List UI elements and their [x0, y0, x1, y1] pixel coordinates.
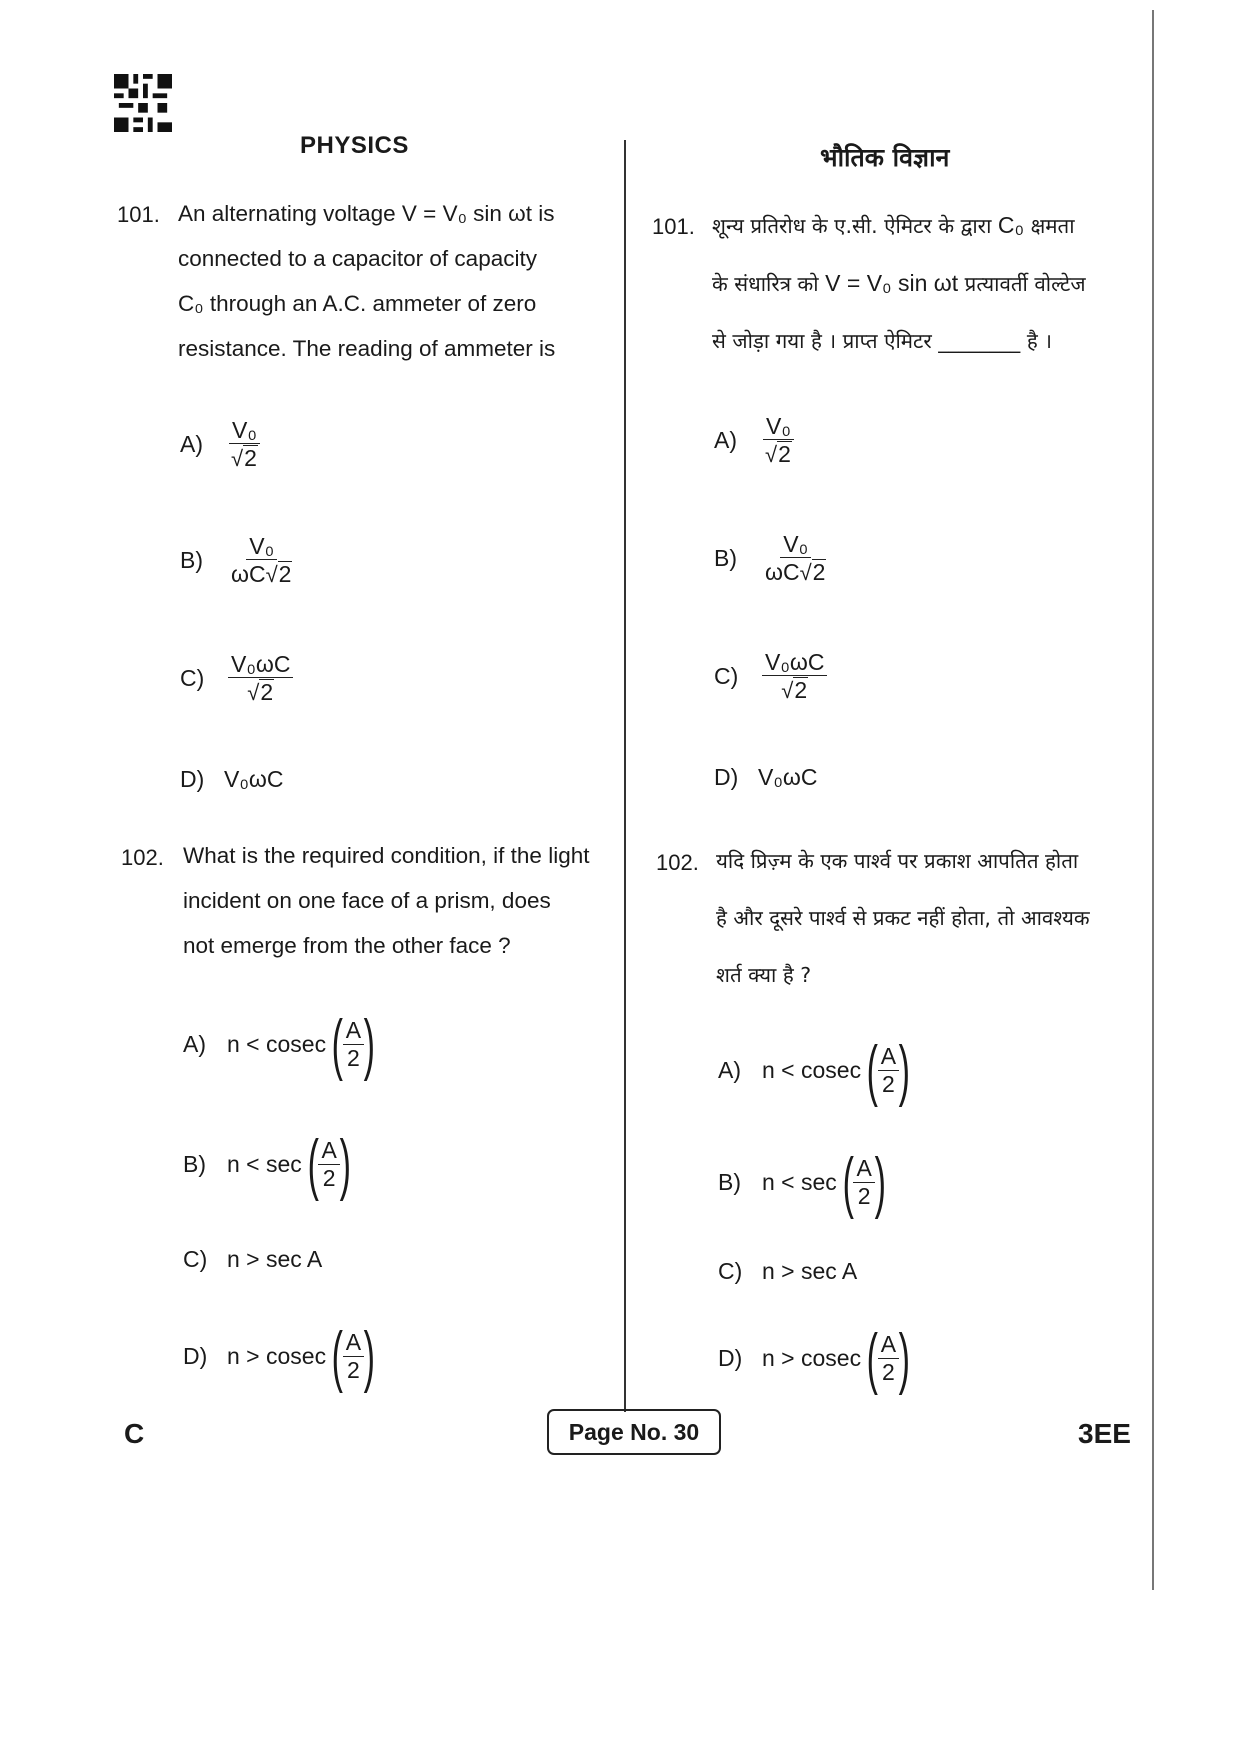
- option-b[interactable]: B) V₀ ωC √ 2: [714, 531, 826, 586]
- page-edge-line: [1152, 10, 1154, 1590]
- question-102-text-hi: यदि प्रिज़्म के एक पार्श्व पर प्रकाश आपतित होता है और दूसरे पार्श्व से प्रकट नहीं होता, तो आवश्यक शर्त क्या है ?: [716, 849, 1090, 987]
- option-d[interactable]: D) V₀ωC: [180, 766, 284, 792]
- booklet-set-label: C: [124, 1418, 145, 1449]
- subject-title-hindi: भौतिक विज्ञान: [820, 143, 950, 172]
- option-a[interactable]: A) n < cosec ( $\frac{A}{2}$ ): [183, 1006, 376, 1082]
- question-number: 102.: [656, 850, 699, 875]
- option-d[interactable]: D) n > cosec ( $\frac{A}{2}$ ): [718, 1320, 911, 1396]
- question-101-text-en: An alternating voltage V = V₀ sin ωt is connected to a capacitor of capacity C₀ through an A.C. ammeter of zero resistance. The reading of ammeter is: [178, 201, 556, 361]
- option-c[interactable]: C) n > sec A: [718, 1258, 858, 1284]
- page-number-box: Page No. 30: [547, 1409, 721, 1455]
- option-b[interactable]: B) n < sec ( $\frac{A}{2}$ ): [718, 1144, 886, 1220]
- option-b[interactable]: B) V₀ ωC √ 2: [180, 533, 292, 588]
- question-number: 101.: [117, 202, 160, 227]
- option-a[interactable]: A) V₀ √ 2: [714, 414, 799, 466]
- option-a[interactable]: A) V₀ √ 2: [180, 418, 265, 470]
- question-102-text-en: What is the required condition, if the light incident on one face of a prism, does not emerge from the other face ?: [183, 843, 590, 958]
- option-d[interactable]: D) V₀ωC: [714, 764, 818, 790]
- option-c[interactable]: C) V₀ωC √ 2: [714, 650, 831, 702]
- qr-code: [114, 74, 172, 132]
- paper-code: 3EE: [1078, 1418, 1131, 1449]
- option-d[interactable]: D) n > cosec ( $\frac{A}{2}$ ): [183, 1318, 376, 1394]
- option-c[interactable]: C) V₀ωC √ 2: [180, 652, 297, 704]
- option-a[interactable]: A) n < cosec ( $\frac{A}{2}$ ): [718, 1032, 911, 1108]
- subject-title-english: PHYSICS: [300, 132, 409, 159]
- option-c[interactable]: C) n > sec A: [183, 1246, 323, 1272]
- question-number: 102.: [121, 845, 164, 870]
- column-divider: [624, 140, 626, 1412]
- question-101-text-hi: शून्य प्रतिरोध के ए.सी. ऐमिटर के द्वारा C₀ क्षमता के संधारित्र को V = V₀ sin ωt प्रत्यावर्ती वोल्टेज से जोड़ा गया है । प्राप्त ऐमिटर ________ है ।: [712, 212, 1086, 353]
- option-b[interactable]: B) n < sec ( $\frac{A}{2}$ ): [183, 1126, 351, 1202]
- question-number: 101.: [652, 214, 695, 239]
